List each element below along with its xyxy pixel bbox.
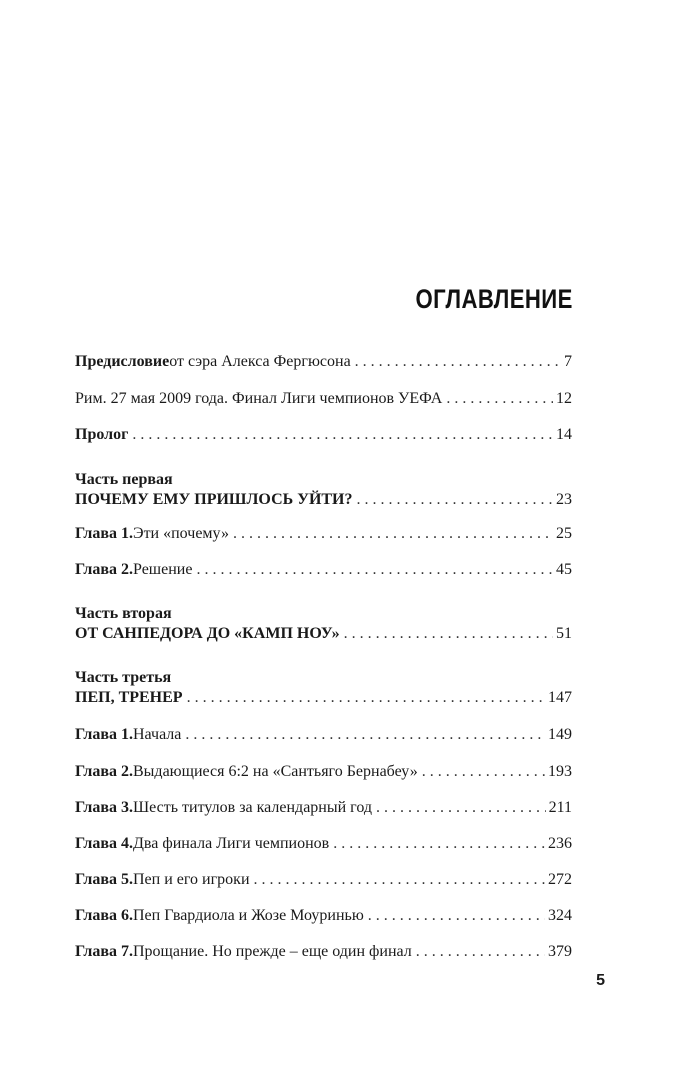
page-number: 51 — [556, 625, 572, 642]
entry-title: Рим. 27 мая 2009 года. Финал Лиги чемпионов УЕФА — [75, 390, 443, 407]
toc-entry-part-three[interactable] — [75, 688, 572, 708]
toc-entry-chapter[interactable] — [75, 762, 572, 782]
entry-lead: Глава 7. — [75, 943, 133, 960]
entry-title: Шесть титулов за календарный год — [133, 799, 373, 816]
toc-entry-rome[interactable] — [75, 389, 572, 409]
page-number: 147 — [548, 689, 572, 706]
page-folio-number: 5 — [596, 972, 605, 989]
page-number: 12 — [556, 390, 572, 407]
leader-dots — [233, 524, 553, 544]
entry-lead: Предисловие — [75, 353, 170, 370]
entry-lead: Глава 2. — [75, 561, 133, 578]
page-number: 379 — [548, 943, 572, 960]
entry-title: Прощание. Но прежде – еще один финал — [133, 943, 412, 960]
toc-entry-chapter[interactable] — [75, 870, 572, 890]
toc-entry-chapter[interactable] — [75, 524, 572, 544]
entry-title: Пеп и его игроки — [133, 871, 250, 888]
leader-dots — [357, 490, 554, 510]
entry-lead: Пролог — [75, 426, 129, 443]
leader-dots — [355, 352, 561, 372]
leader-dots — [416, 942, 545, 962]
toc-entry-part-two[interactable] — [75, 624, 572, 644]
entry-title: ОТ САНПЕДОРА ДО «КАМП НОУ» — [75, 625, 340, 642]
entry-title: от сэра Алекса Фергюсона — [169, 353, 351, 370]
page-number: 45 — [556, 561, 572, 578]
toc-entry-chapter[interactable] — [75, 725, 572, 745]
leader-dots — [187, 688, 545, 708]
entry-lead: Глава 4. — [75, 835, 133, 852]
page-number: 149 — [548, 726, 572, 743]
toc-entry-chapter[interactable] — [75, 798, 572, 818]
page-number: 272 — [548, 871, 572, 888]
page-number: 236 — [548, 835, 572, 852]
entry-title: Пеп Гвардиола и Жозе Моуринью — [133, 907, 364, 924]
entry-title: Эти «почему» — [133, 525, 229, 542]
leader-dots — [376, 798, 546, 818]
part-two-label: Часть вторая — [75, 605, 172, 622]
leader-dots — [254, 870, 545, 890]
leader-dots — [132, 425, 553, 445]
toc-entry-chapter[interactable] — [75, 834, 572, 854]
entry-title: Выдающиеся 6:2 на «Сантьяго Бернабеу» — [133, 763, 418, 780]
leader-dots — [344, 624, 553, 644]
entry-title: Решение — [133, 561, 193, 578]
entry-title: Два финала Лиги чемпионов — [133, 835, 330, 852]
entry-lead: Глава 2. — [75, 763, 133, 780]
part-one-label: Часть первая — [75, 471, 173, 488]
page-number: 7 — [564, 353, 572, 370]
leader-dots — [368, 906, 545, 926]
entry-lead: Глава 1. — [75, 726, 133, 743]
toc-entry-chapter[interactable] — [75, 560, 572, 580]
entry-lead: Глава 6. — [75, 907, 133, 924]
leader-dots — [333, 834, 545, 854]
page-title: ОГЛАВЛЕНИЕ — [415, 284, 573, 314]
entry-lead: Глава 3. — [75, 799, 133, 816]
leader-dots — [196, 560, 553, 580]
entry-title: Начала — [133, 726, 182, 743]
toc-entry-foreword[interactable] — [75, 352, 572, 372]
entry-lead: Глава 1. — [75, 525, 133, 542]
leader-dots — [446, 389, 553, 409]
page-number: 23 — [556, 491, 572, 508]
page-number: 211 — [548, 799, 572, 816]
toc-entry-prologue[interactable] — [75, 425, 572, 445]
toc-entry-chapter[interactable] — [75, 942, 572, 962]
part-three-label: Часть третья — [75, 669, 172, 686]
entry-title: ПЕП, ТРЕНЕР — [75, 689, 183, 706]
toc-entry-chapter[interactable] — [75, 906, 572, 926]
leader-dots — [422, 762, 545, 782]
entry-title: ПОЧЕМУ ЕМУ ПРИШЛОСЬ УЙТИ? — [75, 491, 353, 508]
page-number: 193 — [548, 763, 572, 780]
toc-entry-part-one[interactable] — [75, 490, 572, 510]
page-number: 324 — [548, 907, 572, 924]
page-number: 14 — [556, 426, 572, 443]
leader-dots — [185, 725, 545, 745]
page-number: 25 — [556, 525, 572, 542]
entry-lead: Глава 5. — [75, 871, 133, 888]
